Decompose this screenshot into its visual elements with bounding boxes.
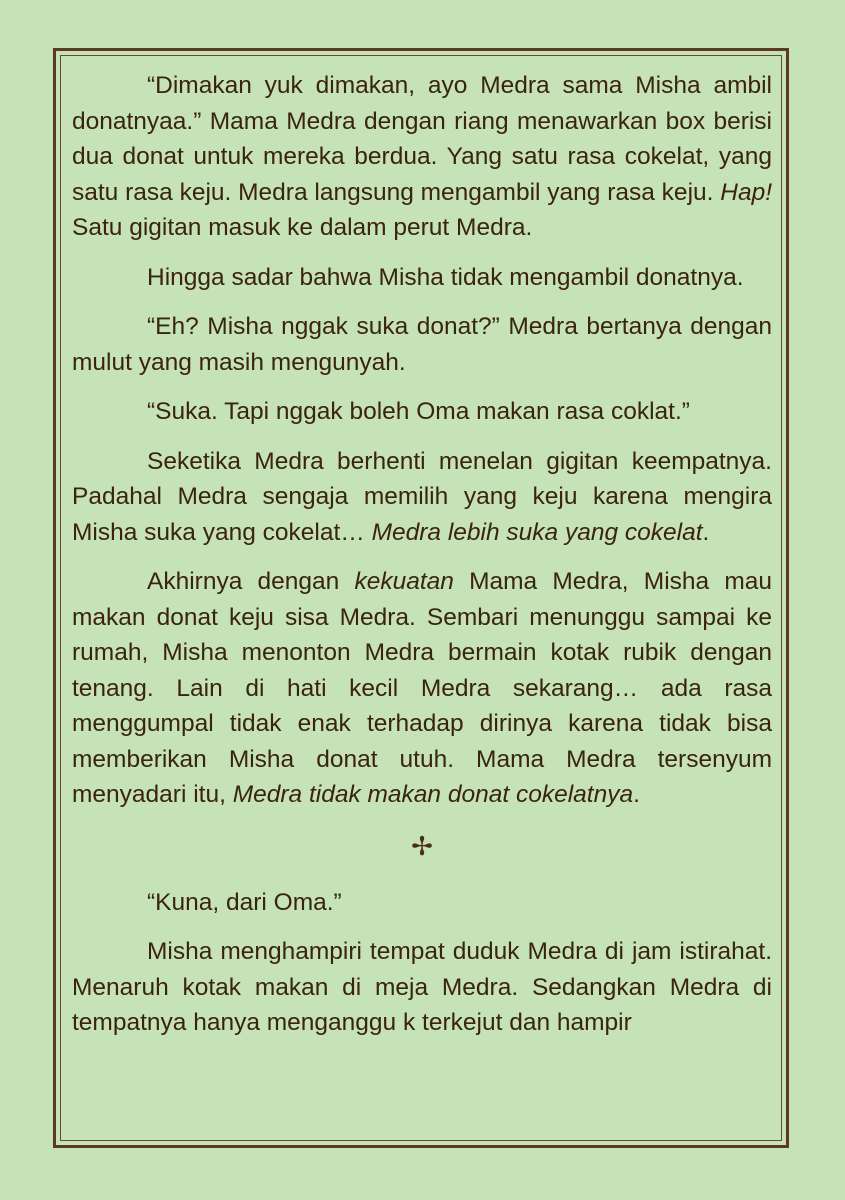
story-text	[72, 68, 772, 1055]
text-run-italic: Hap!	[720, 178, 773, 206]
paragraph-misha-approaches	[72, 934, 772, 1041]
paragraph-answer	[72, 394, 772, 430]
text-run-italic: kekuatan	[354, 568, 454, 595]
text-run-italic: Medra lebih suka yang cokelat	[371, 518, 703, 546]
paragraph-question	[72, 309, 772, 380]
text-run: Akhirnya dengan	[147, 568, 355, 595]
paragraph-from-oma	[72, 885, 772, 921]
text-run: “Kuna, dari Oma.”	[147, 888, 342, 916]
text-run-italic: Medra tidak makan donat cokelatnya	[232, 781, 634, 808]
text-run: Misha menghampiri tempat duduk Medra di jam istirahat. Menaruh kotak makan di meja Medra. Sedangkan Medra di tempatnya hanya menganggu k terkejut dan hampir	[72, 938, 772, 1036]
paragraph-finally	[72, 564, 772, 813]
text-run: Satu gigitan masuk ke dalam perut Medra.	[72, 214, 533, 241]
text-run: Seketika Medra berhenti menelan gigitan keempatnya. Padahal Medra sengaja memilih yang keju karena mengira Misha suka yang cokelat…	[72, 447, 772, 546]
paragraph-realize	[72, 260, 772, 296]
text-run: Hingga sadar bahwa Misha tidak mengambil donatnya.	[147, 263, 744, 291]
text-run: “Dimakan yuk dimakan, ayo Medra sama Misha ambil donatnyaa.” Mama Medra dengan riang menawarkan box berisi dua donat untuk mereka berdua. Yang satu rasa cokelat, yang satu rasa keju. Medra langsung mengambil yang rasa keju.	[72, 72, 772, 206]
text-run: .	[633, 781, 640, 808]
text-run: “Suka. Tapi nggak boleh Oma makan rasa coklat.”	[147, 398, 690, 425]
section-divider-ornament: ✢	[411, 831, 433, 862]
paragraph-donut-offer	[72, 68, 772, 246]
text-run: “Eh? Misha nggak suka donat?” Medra bertanya dengan mulut yang masih mengunyah.	[72, 313, 772, 376]
text-run: .	[702, 518, 710, 546]
paragraph-fourth-bite	[72, 444, 772, 551]
text-run: Mama Medra, Misha mau makan donat keju sisa Medra. Sembari menunggu sampai ke rumah, Misha menonton Medra bermain kotak rubik dengan tenang. Lain di hati kecil Medra sekarang… ada rasa menggumpal tidak enak terhadap dirinya karena tidak bisa memberikan Misha donat utuh. Mama Medra tersenyum menyadari itu,	[72, 568, 772, 808]
